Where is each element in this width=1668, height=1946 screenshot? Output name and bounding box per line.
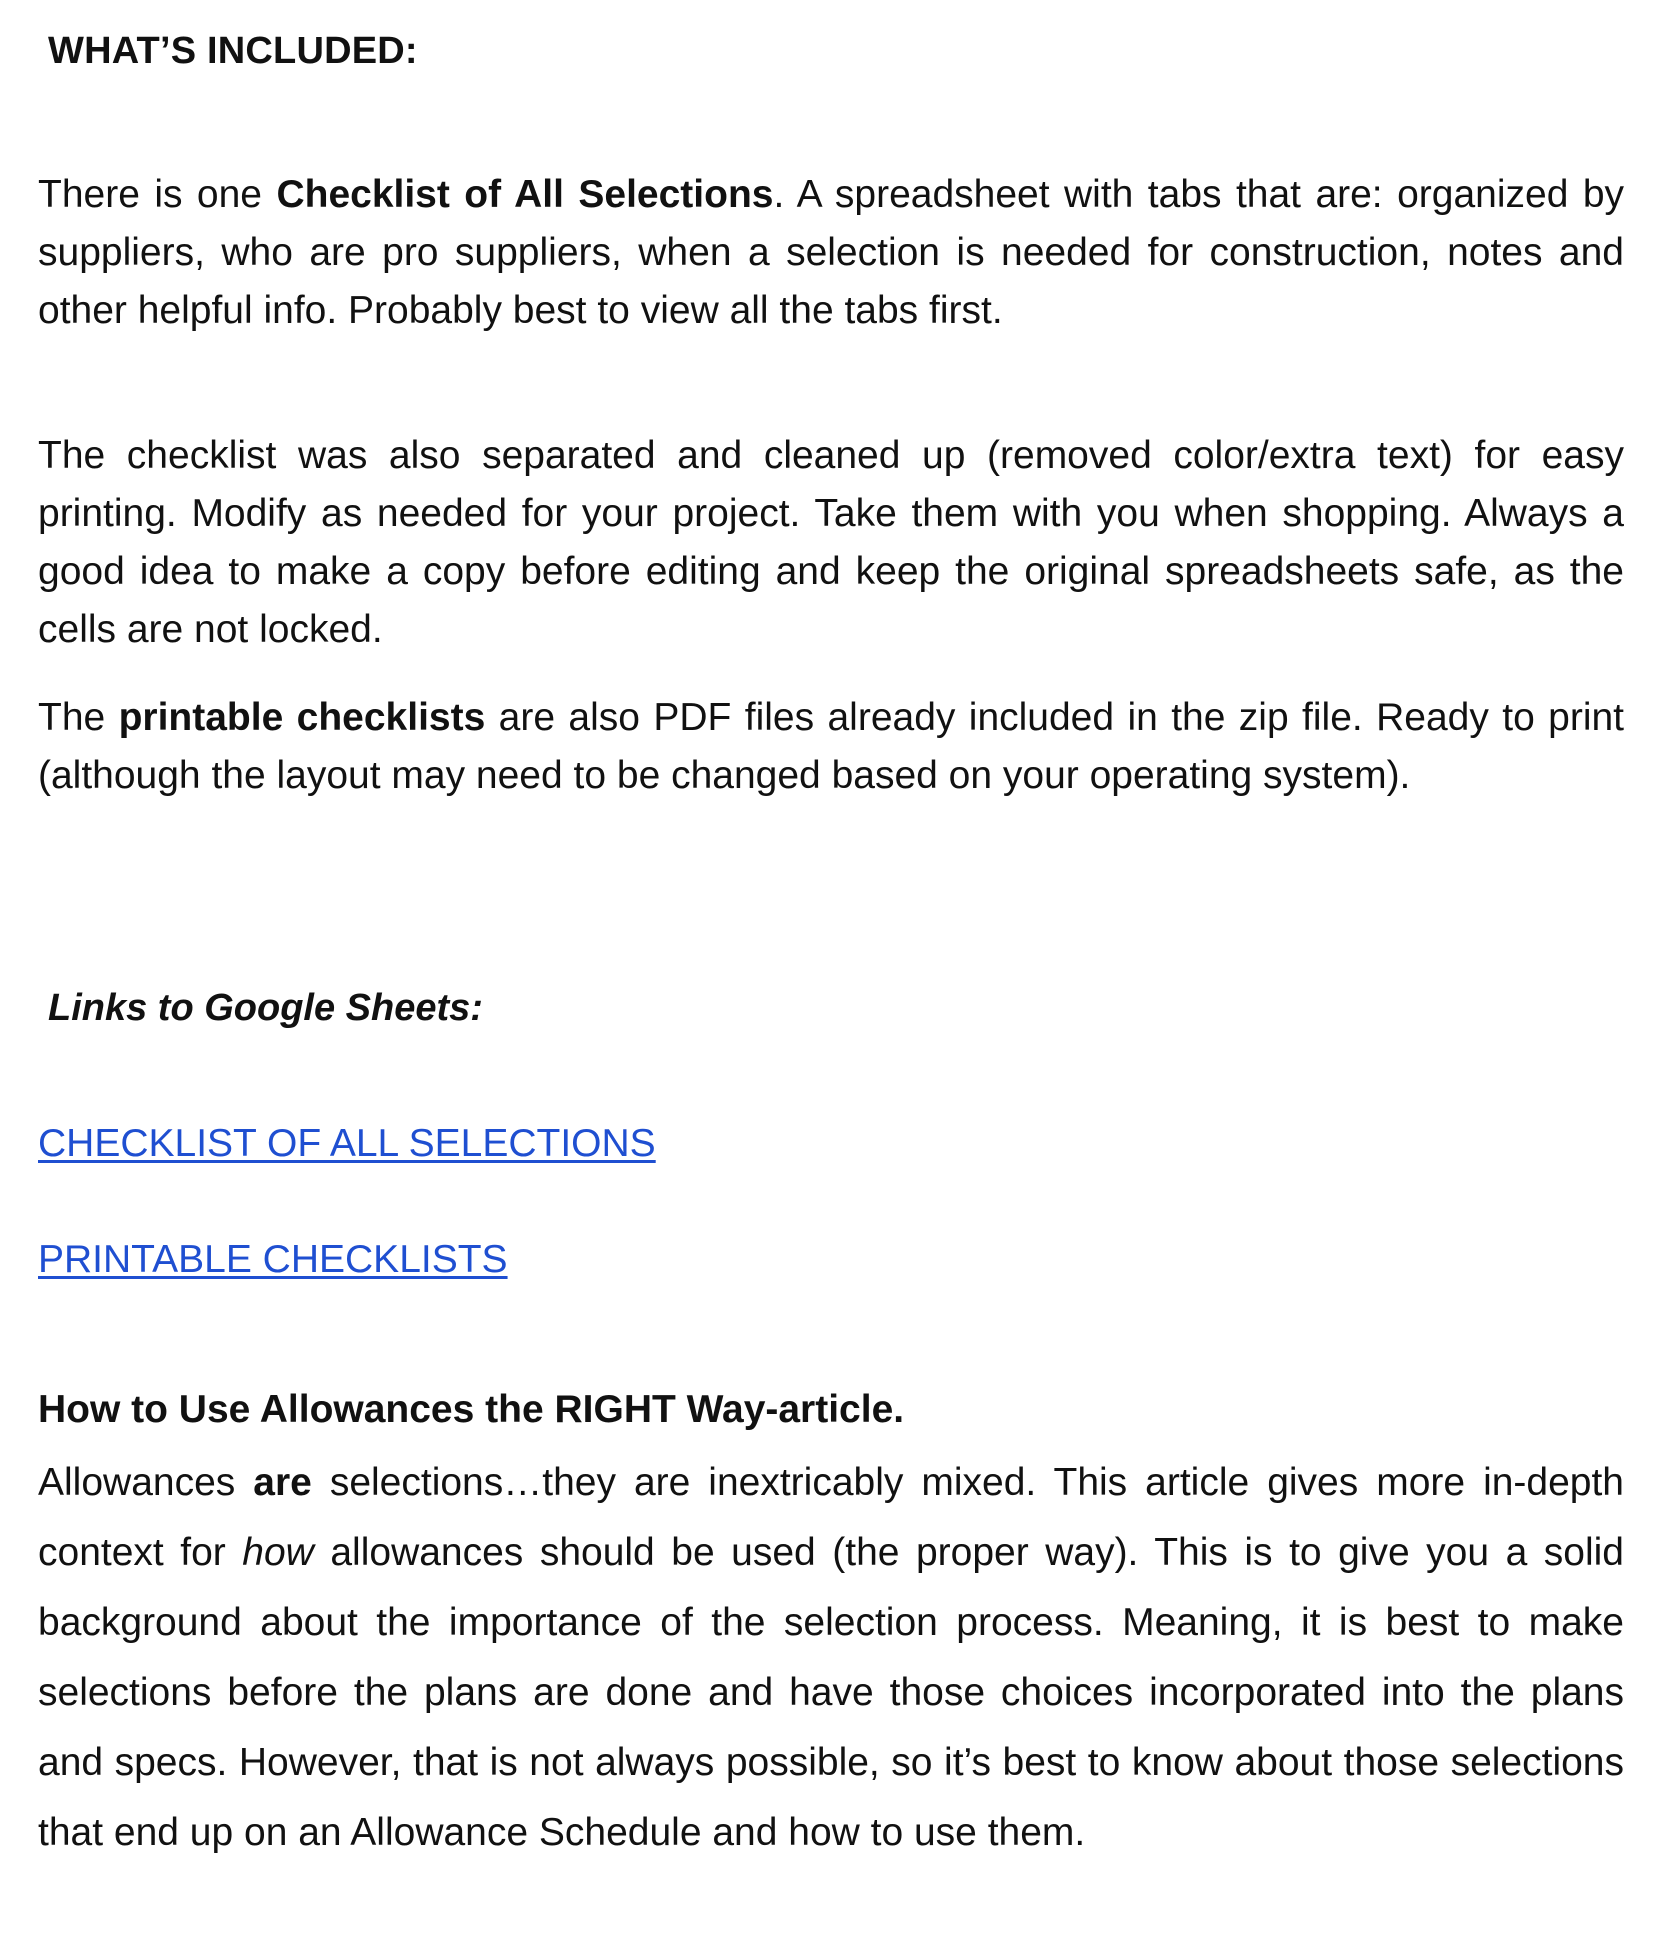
- italic-text: how: [242, 1531, 314, 1574]
- paragraph-text: Allowances: [38, 1461, 254, 1504]
- bold-text: Checklist of All Selections: [276, 173, 774, 216]
- bold-text: printable checklists: [118, 696, 486, 739]
- paragraph-allowances: [38, 1448, 1624, 1868]
- paragraph-printable-checklists: [38, 689, 1624, 805]
- paragraph-text: There is one: [38, 173, 277, 216]
- paragraph-text: The: [38, 696, 119, 739]
- bold-text: are: [253, 1461, 312, 1504]
- paragraph-text: . A spreadsheet with tabs that are: organized by suppliers, who are pro suppliers, when a selection is needed for construction, notes and other helpful info. Probably best to view all the tabs first.: [38, 173, 1625, 332]
- paragraph-printing-info: The checklist was also separated and cleaned up (removed color/extra text) for easy printing. Modify as needed for your project. Take them with you when shopping. Always a good idea to make a copy before editing and keep the original spreadsheets safe, as the cells are not locked.: [38, 434, 1624, 651]
- links-heading: Links to Google Sheets:: [48, 987, 483, 1029]
- checklist-of-all-selections-link[interactable]: CHECKLIST OF ALL SELECTIONS: [38, 1122, 656, 1165]
- section-heading: WHAT’S INCLUDED:: [48, 30, 418, 72]
- paragraph-checklist-intro: [38, 166, 1624, 340]
- paragraph-text: allowances should be used (the proper way). This is to give you a solid background about the importance of the selection process. Meaning, it is best to make selections before the plans are done and have those choices incorporated into the plans and specs. However, that is not always possible, so it’s best to know about those selections that end up on an Allowance Schedule and how to use them.: [38, 1531, 1624, 1854]
- printable-checklists-link[interactable]: PRINTABLE CHECKLISTS: [38, 1238, 508, 1281]
- paragraph-text: selections…they are inextricably mixed. This article gives more in-depth context for: [38, 1461, 1625, 1574]
- paragraph-text: are also PDF files already included in the zip file. Ready to print (although the layout may need to be changed based on your operating system).: [38, 696, 1625, 797]
- article-heading: How to Use Allowances the RIGHT Way-article.: [38, 1388, 905, 1431]
